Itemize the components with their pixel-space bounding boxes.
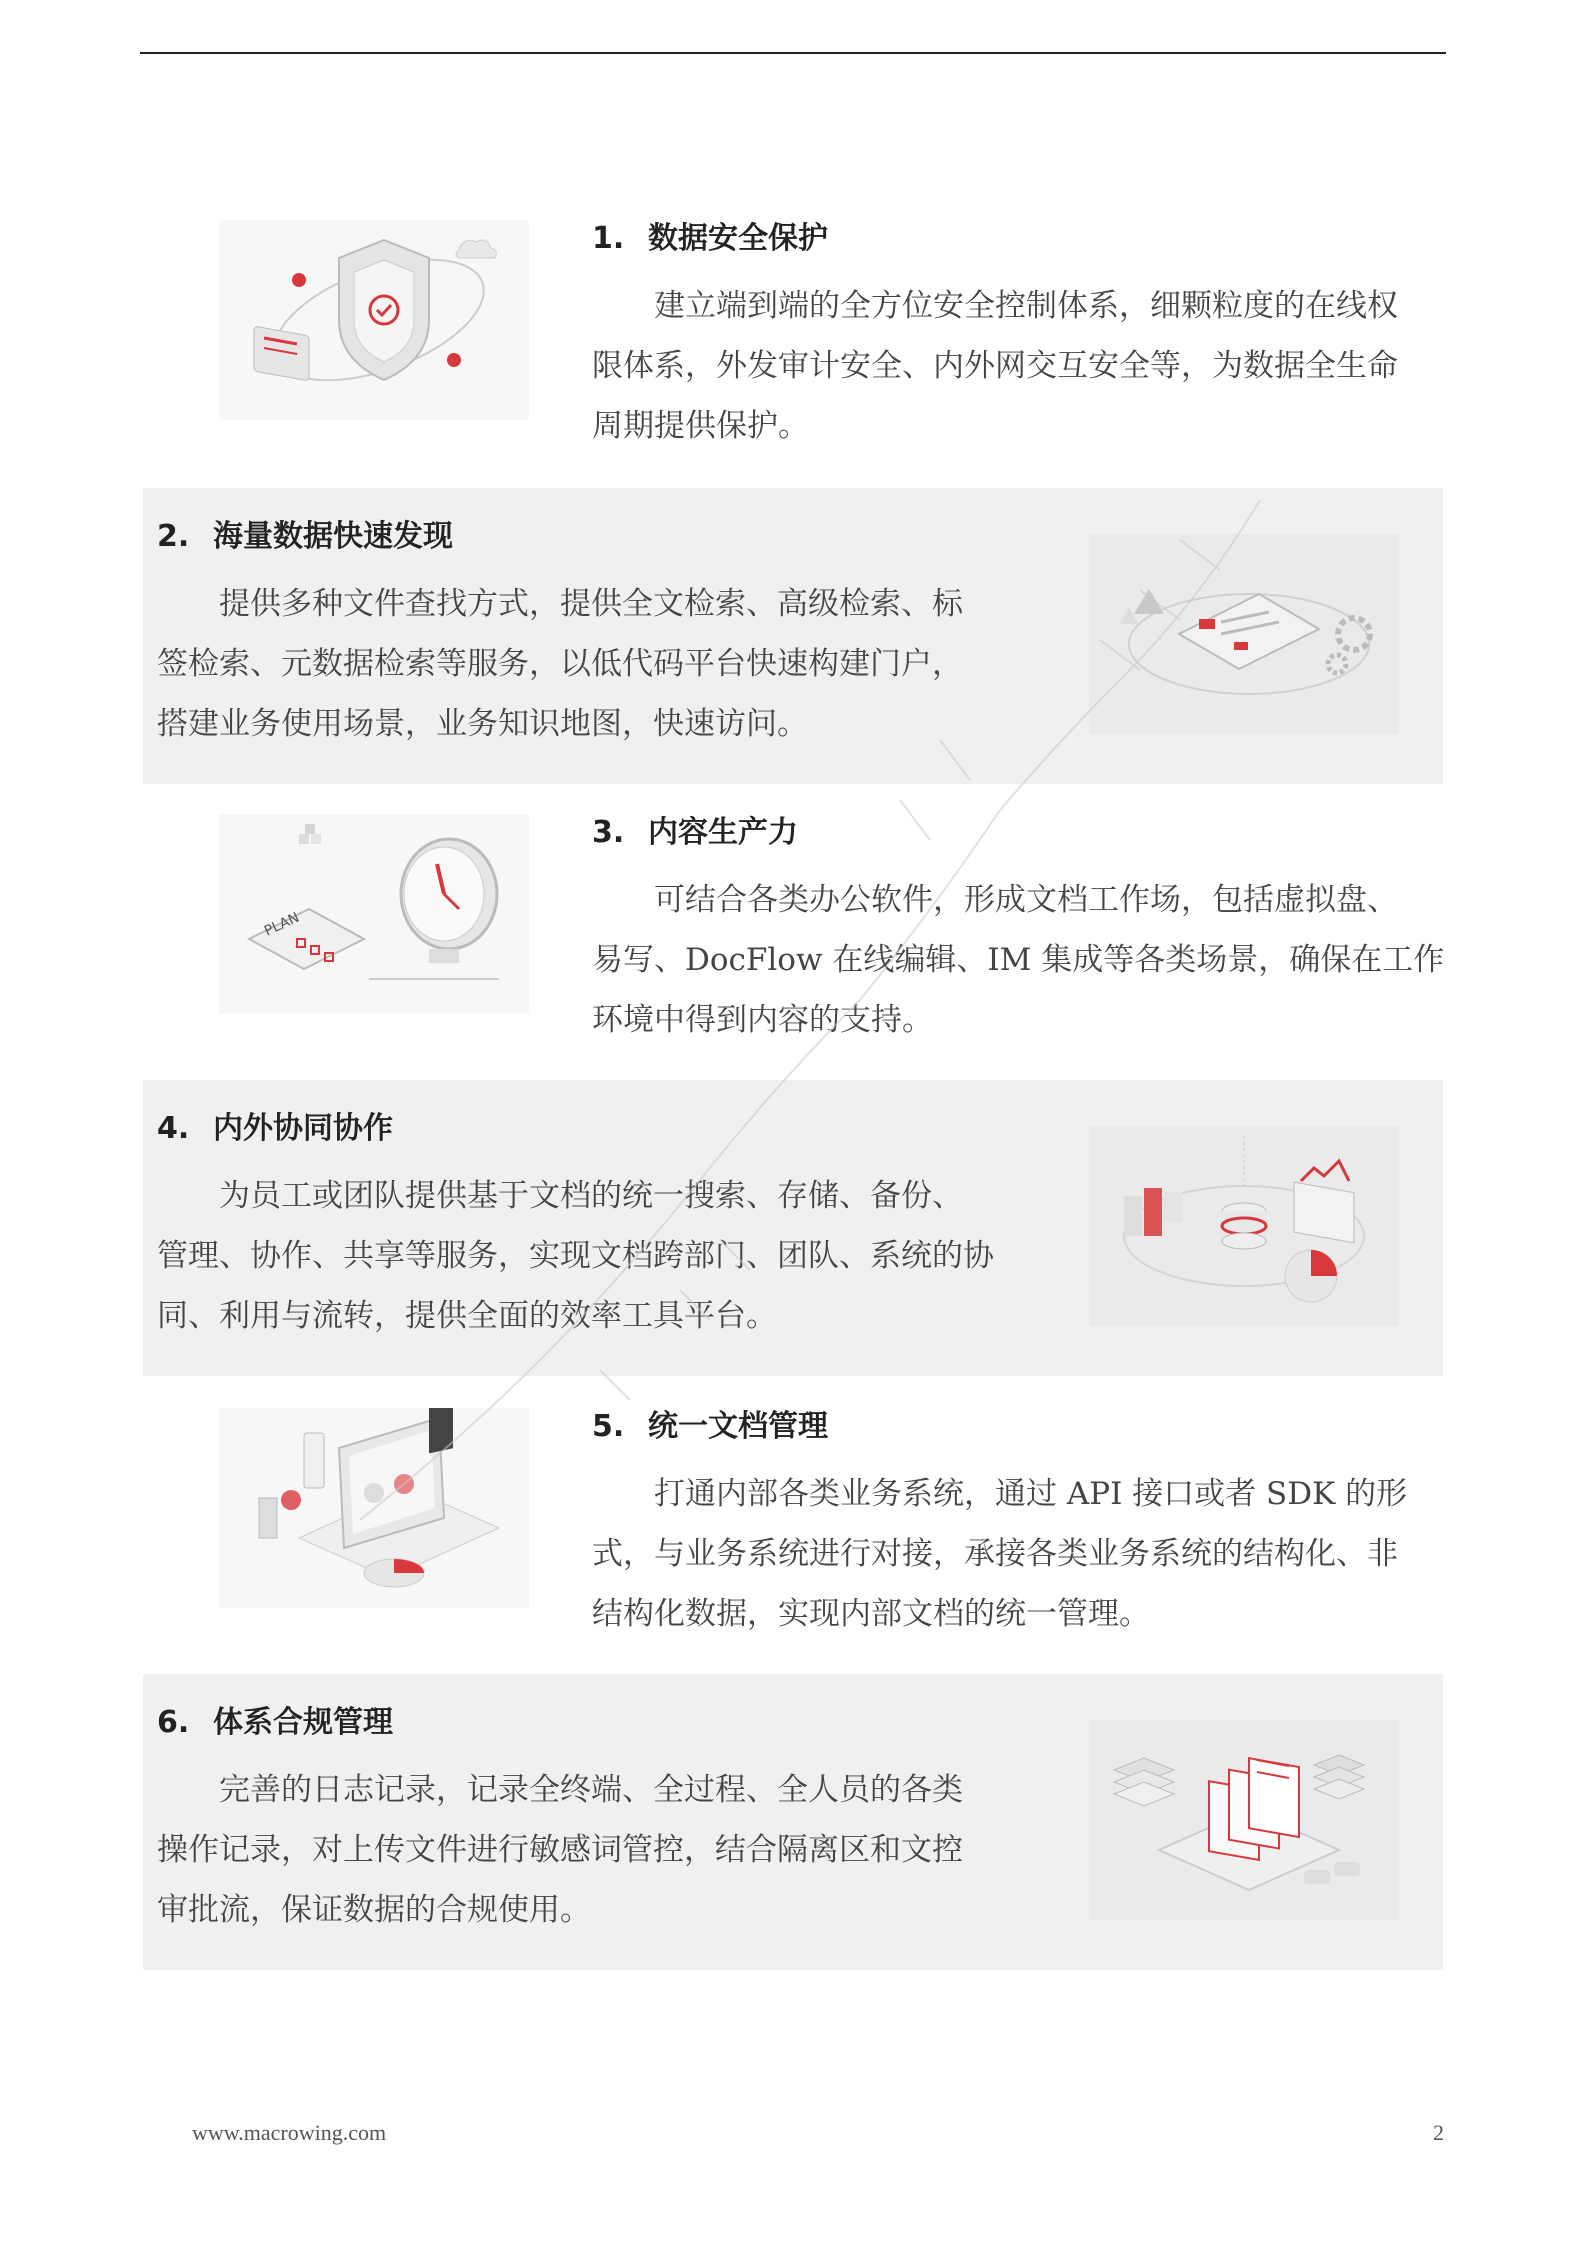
plan-clock-icon — [219, 814, 529, 1014]
section-data-security — [143, 190, 1443, 486]
page-number: 2 — [1433, 2120, 1444, 2145]
section-body: 打通内部各类业务系统，通过 API 接口或者 SDK 的形 式，与业务系统进行对接，承接各类业务系统的结构化、非 结构化数据，实现内部文档的统一管理。 — [592, 1476, 1408, 1632]
section-heading: 4. 内外协同协作 — [157, 1111, 393, 1146]
monitor-documents-icon — [219, 1408, 529, 1608]
section-heading: 2. 海量数据快速发现 — [157, 519, 453, 554]
compliance-files-icon — [1089, 1720, 1399, 1920]
header-rule — [140, 52, 1446, 54]
section-heading: 3. 内容生产力 — [592, 815, 798, 850]
section-body: 为员工或团队提供基于文档的统一搜索、存储、备份、 管理、协作、共享等服务，实现文档跨部门、团队、系统的协 同、利用与流转，提供全面的效率工具平台。 — [157, 1178, 994, 1334]
section-body: 完善的日志记录，记录全终端、全过程、全人员的各类 操作记录，对上传文件进行敏感词管控，结合隔离区和文控 审批流，保证数据的合规使用。 — [157, 1772, 963, 1928]
section-compliance — [143, 1674, 1443, 1970]
collaboration-chart-icon — [1089, 1126, 1399, 1326]
svg-text:PLAN: PLAN — [261, 909, 302, 940]
section-body: 建立端到端的全方位安全控制体系，细颗粒度的在线权 限体系，外发审计安全、内外网交互安全等，为数据全生命 周期提供保护。 — [592, 288, 1398, 444]
shield-security-icon — [219, 220, 529, 420]
section-data-discovery — [143, 488, 1443, 784]
section-text — [592, 1406, 1432, 1644]
section-body: 可结合各类办公软件，形成文档工作场，包括虚拟盘、 易写、DocFlow 在线编辑、IM 集成等各类场景，确保在工作 环境中得到内容的支持。 — [592, 882, 1445, 1038]
footer-url[interactable]: www.macrowing.com — [192, 2120, 387, 2145]
section-text — [157, 516, 1007, 754]
section-body: 提供多种文件查找方式，提供全文检索、高级检索、标 签检索、元数据检索等服务，以低代码平台快速构建门户， 搭建业务使用场景，业务知识地图，快速访问。 — [157, 586, 963, 742]
section-collaboration — [143, 1080, 1443, 1376]
section-content-productivity — [143, 784, 1443, 1080]
section-text — [157, 1702, 1007, 1940]
section-text — [592, 218, 1432, 456]
section-heading: 5. 统一文档管理 — [592, 1409, 828, 1444]
section-text — [592, 812, 1445, 1050]
section-heading: 1. 数据安全保护 — [592, 221, 828, 256]
section-document-management — [143, 1378, 1443, 1674]
section-heading: 6. 体系合规管理 — [157, 1705, 393, 1740]
section-text — [157, 1108, 1007, 1346]
search-discovery-icon — [1089, 534, 1399, 734]
